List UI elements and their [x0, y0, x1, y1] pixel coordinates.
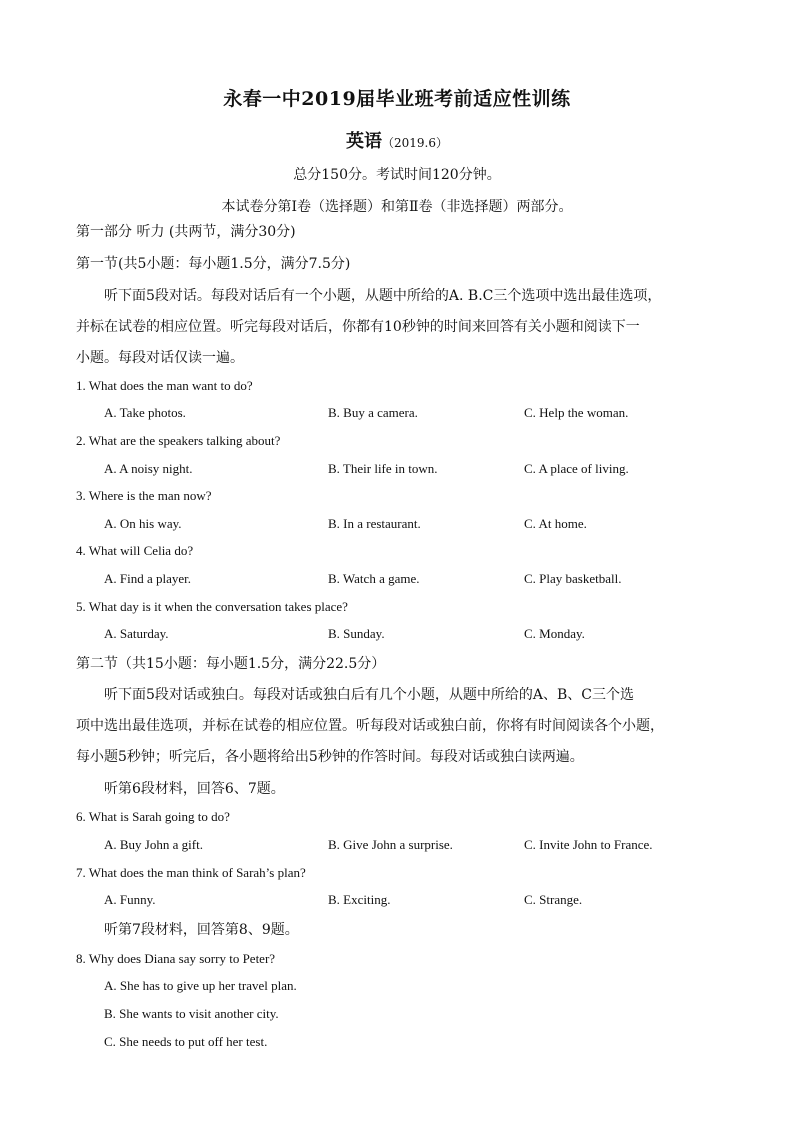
material-6-note: 听第6段材料，回答6、7题。 [104, 781, 285, 797]
section1-instructions-line: 并标在试卷的相应位置。听完每段对话后，你都有10秒钟的时间来回答有关小题和阅读下一 [76, 319, 640, 335]
question-text: 8. Why does Diana say sorry to Peter? [76, 951, 276, 966]
option-a: A. Funny. [104, 892, 156, 907]
section1-instructions-line: 小题。每段对话仅读一遍。 [76, 350, 244, 366]
option-b: B. Give John a surprise. [328, 837, 453, 852]
subject-name: 英语 [346, 131, 382, 152]
volumes-info: 本试卷分第Ⅰ卷（选择题）和第Ⅱ卷（非选择题）两部分。 [221, 199, 573, 215]
material-7-note: 听第7段材料，回答第8、9题。 [104, 922, 299, 938]
option-a: A. Saturday. [104, 626, 169, 641]
option-c: C. Strange. [524, 892, 583, 907]
option-c: C. Help the woman. [524, 405, 629, 420]
option-c: C. A place of living. [524, 461, 629, 476]
question-text: 4. What will Celia do? [76, 543, 194, 558]
question-text: 5. What day is it when the conversation takes place? [76, 599, 348, 614]
option-b: B. In a restaurant. [328, 516, 421, 531]
exam-date: （2019.6） [382, 136, 448, 150]
option-a: A. Find a player. [104, 571, 192, 586]
option-c: C. At home. [524, 516, 587, 531]
option-c: C. She needs to put off her test. [104, 1034, 268, 1049]
score-info: 总分150分。考试时间120分钟。 [293, 167, 501, 183]
option-b: B. Buy a camera. [328, 405, 418, 420]
option-b: B. Sunday. [328, 626, 385, 641]
option-a: A. Take photos. [104, 405, 186, 420]
option-c: C. Invite John to France. [524, 837, 653, 852]
section2-instructions-line: 项中选出最佳选项，并标在试卷的相应位置。听每段对话或独白前，你将有时间阅读各个小题， [76, 718, 664, 734]
option-b: B. She wants to visit another city. [104, 1006, 279, 1021]
section1-heading: 第一节(共5小题：每小题1.5分，满分7.5分) [76, 256, 351, 272]
option-b: B. Watch a game. [328, 571, 420, 586]
option-c: C. Play basketball. [524, 571, 622, 586]
option-a: A. A noisy night. [104, 461, 193, 476]
option-b: B. Exciting. [328, 892, 391, 907]
subject-heading [0, 127, 794, 153]
section1-instructions-line: 听下面5段对话。每段对话后有一个小题，从题中所给的A. B.C三个选项中选出最佳选项， [104, 288, 662, 304]
question-text: 3. Where is the man now? [76, 488, 212, 503]
question-text: 7. What does the man think of Sarah’s plan? [76, 865, 306, 880]
question-text: 1. What does the man want to do? [76, 378, 253, 393]
option-b: B. Their life in town. [328, 461, 438, 476]
option-a: A. On his way. [104, 516, 182, 531]
question-text: 6. What is Sarah going to do? [76, 809, 230, 824]
option-a: A. Buy John a gift. [104, 837, 203, 852]
section2-instructions-line: 听下面5段对话或独白。每段对话或独白后有几个小题，从题中所给的A、B、C三个选 [104, 687, 635, 703]
section2-heading: 第二节（共15小题：每小题1.5分，满分22.5分） [76, 656, 386, 672]
part1-heading: 第一部分 听力 (共两节，满分30分) [76, 224, 296, 240]
option-a: A. She has to give up her travel plan. [104, 978, 297, 993]
question-text: 2. What are the speakers talking about? [76, 433, 281, 448]
exam-title: 永春一中2019届毕业班考前适应性训练 [223, 88, 571, 110]
option-c: C. Monday. [524, 626, 585, 641]
section2-instructions-line: 每小题5秒钟；听完后，各小题将给出5秒钟的作答时间。每段对话或独白读两遍。 [76, 749, 584, 765]
